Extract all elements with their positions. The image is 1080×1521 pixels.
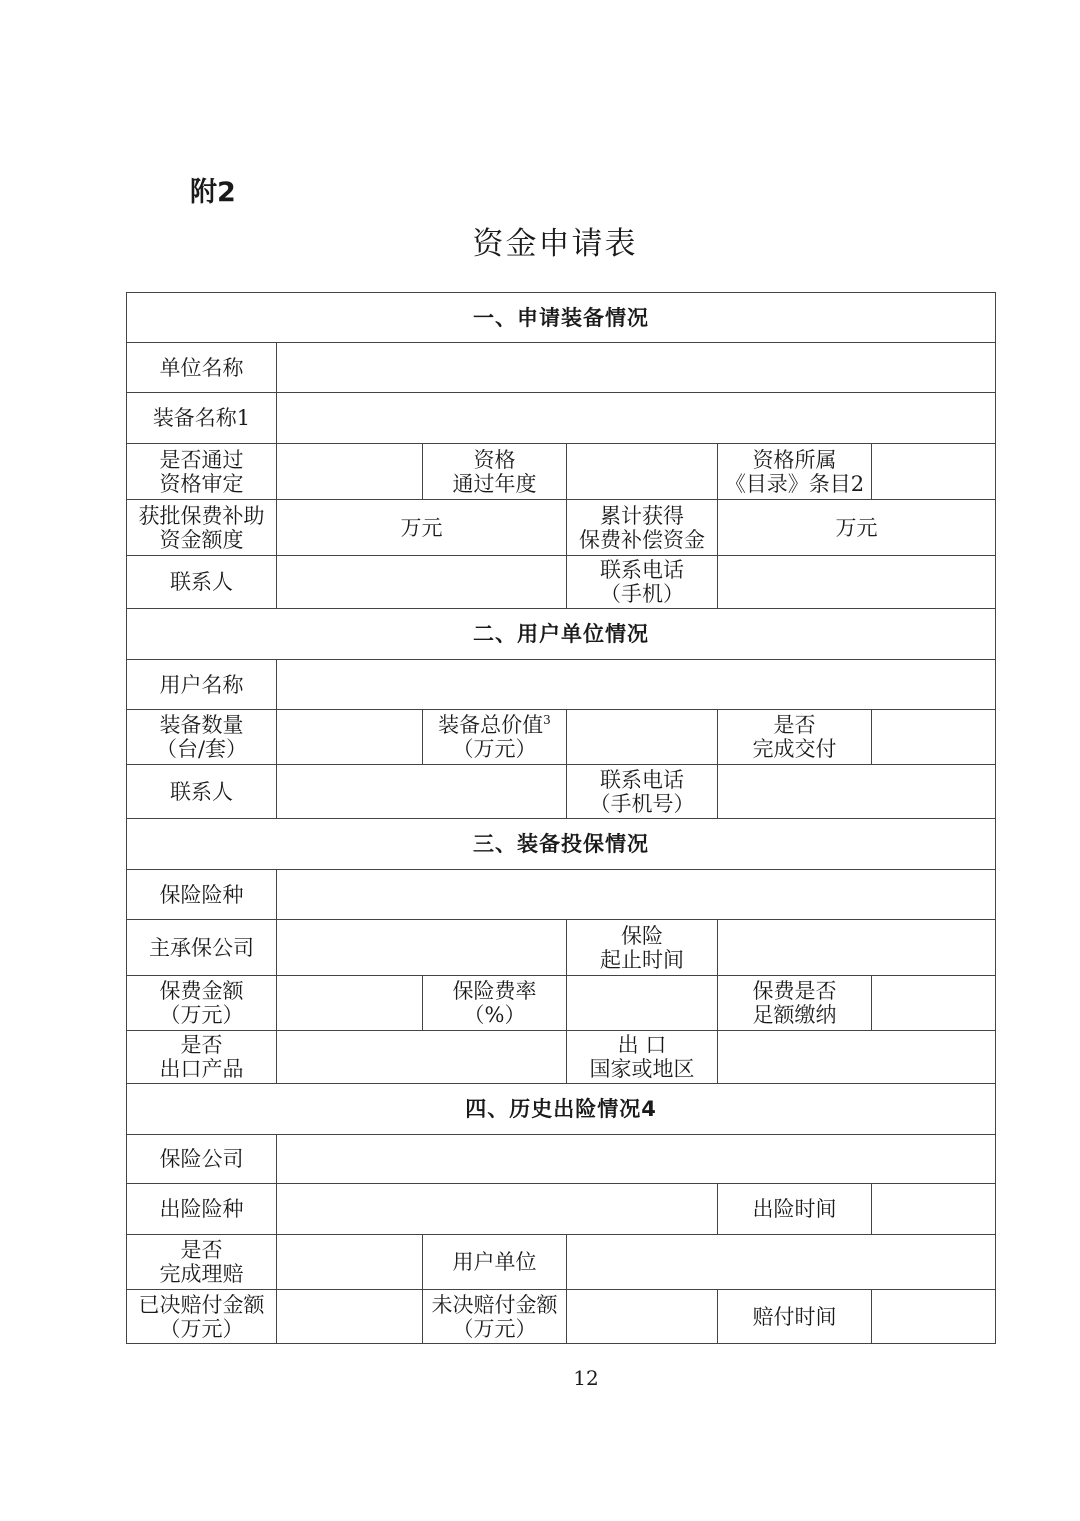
- label-claim-settled: 是否 完成理赔: [127, 1235, 277, 1290]
- field-premium-paid-full[interactable]: [872, 976, 996, 1031]
- field-user-name[interactable]: [277, 660, 996, 710]
- field-cumulative-compensation[interactable]: 万元: [718, 500, 996, 556]
- field-payout-time[interactable]: [872, 1290, 996, 1344]
- label-user-name: 用户名称: [127, 660, 277, 710]
- field-claim-settled[interactable]: [277, 1235, 423, 1290]
- label-payout-time: 赔付时间: [718, 1290, 872, 1344]
- label-catalog-item: 资格所属 《目录》条目2: [718, 444, 872, 500]
- form-title: 资金申请表: [472, 226, 638, 262]
- field-user-contact[interactable]: [277, 765, 567, 819]
- label-phone: 联系电话 （手机）: [567, 556, 718, 609]
- label-contact: 联系人: [127, 556, 277, 609]
- field-qualification-year[interactable]: [567, 444, 718, 500]
- field-premium-rate[interactable]: [567, 976, 718, 1031]
- field-delivered[interactable]: [872, 710, 996, 765]
- label-insurer: 保险公司: [127, 1135, 277, 1184]
- label-insurance-period: 保险 起止时间: [567, 920, 718, 976]
- field-unit-name[interactable]: [277, 343, 996, 393]
- field-insurance-type[interactable]: [277, 870, 996, 920]
- label-passed-review: 是否通过 资格审定: [127, 444, 277, 500]
- label-equipment-name: 装备名称1: [127, 393, 277, 444]
- label-claim-time: 出险时间: [718, 1184, 872, 1235]
- application-form-table: [126, 292, 996, 1344]
- field-pending-payout[interactable]: [567, 1290, 718, 1344]
- page-number: 12: [573, 1366, 599, 1390]
- label-cumulative-compensation: 累计获得 保费补偿资金: [567, 500, 718, 556]
- field-decided-payout[interactable]: [277, 1290, 423, 1344]
- label-qualification-year: 资格 通过年度: [423, 444, 567, 500]
- field-phone[interactable]: [718, 556, 996, 609]
- label-premium-paid-full: 保费是否 足额缴纳: [718, 976, 872, 1031]
- section-heading-equipment: 一、申请装备情况: [127, 293, 996, 343]
- field-insurer[interactable]: [277, 1135, 996, 1184]
- field-equipment-name[interactable]: [277, 393, 996, 444]
- label-insurance-type: 保险险种: [127, 870, 277, 920]
- label-user-contact: 联系人: [127, 765, 277, 819]
- field-premium-amount[interactable]: [277, 976, 423, 1031]
- label-decided-payout: 已决赔付金额 （万元）: [127, 1290, 277, 1344]
- section-heading-user: 二、用户单位情况: [127, 609, 996, 660]
- label-user-phone: 联系电话 （手机号）: [567, 765, 718, 819]
- field-catalog-item[interactable]: [872, 444, 996, 500]
- field-user-phone[interactable]: [718, 765, 996, 819]
- field-claim-type[interactable]: [277, 1184, 718, 1235]
- field-main-insurer[interactable]: [277, 920, 567, 976]
- field-export-product[interactable]: [277, 1031, 567, 1084]
- label-equipment-quantity: 装备数量 （台/套）: [127, 710, 277, 765]
- label-export-product: 是否 出口产品: [127, 1031, 277, 1084]
- field-insurance-period[interactable]: [718, 920, 996, 976]
- section-heading-claims: 四、历史出险情况4: [127, 1084, 996, 1135]
- label-main-insurer: 主承保公司: [127, 920, 277, 976]
- label-claim-type: 出险险种: [127, 1184, 277, 1235]
- field-user-unit[interactable]: [567, 1235, 996, 1290]
- attachment-label: 附2: [190, 177, 236, 208]
- label-approved-subsidy: 获批保费补助 资金额度: [127, 500, 277, 556]
- label-user-unit: 用户单位: [423, 1235, 567, 1290]
- label-delivered: 是否 完成交付: [718, 710, 872, 765]
- field-equipment-quantity[interactable]: [277, 710, 423, 765]
- section-heading-insurance: 三、装备投保情况: [127, 819, 996, 870]
- label-pending-payout: 未决赔付金额 （万元）: [423, 1290, 567, 1344]
- field-passed-review[interactable]: [277, 444, 423, 500]
- label-unit-name: 单位名称: [127, 343, 277, 393]
- label-export-country: 出 口 国家或地区: [567, 1031, 718, 1084]
- label-premium-amount: 保费金额 （万元）: [127, 976, 277, 1031]
- field-total-value[interactable]: [567, 710, 718, 765]
- field-contact[interactable]: [277, 556, 567, 609]
- label-total-value: 装备总价值$^3$ （万元）: [423, 710, 567, 765]
- field-claim-time[interactable]: [872, 1184, 996, 1235]
- field-export-country[interactable]: [718, 1031, 996, 1084]
- label-premium-rate: 保险费率 （%）: [423, 976, 567, 1031]
- field-approved-subsidy[interactable]: 万元: [277, 500, 567, 556]
